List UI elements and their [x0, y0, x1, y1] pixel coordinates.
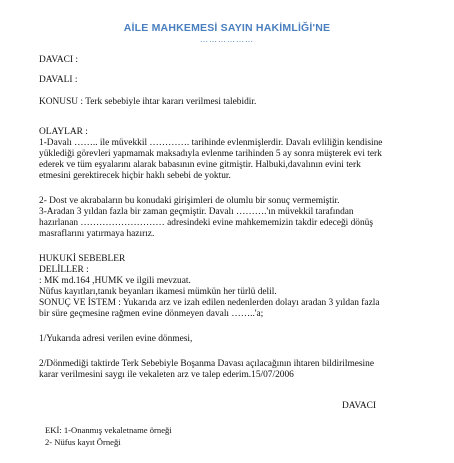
konusu-line: KONUSU : Terk sebebiyle ihtar kararı verilmesi talebidir. — [39, 97, 257, 107]
olaylar-p3-line: 3-Aradan 3 yıldan fazla bir zaman geçmiştir. Davalı ……….'ın müvekkil tarafından — [39, 207, 354, 217]
olaylar-p3-line: masraflarını yatırmaya hazırız. — [39, 229, 155, 239]
olaylar-p1-line: 1-Davalı …….. ile müvekkil …………. tarihinde evlenmişlerdir. Davalı evliliğin kendisine — [39, 138, 383, 148]
sonuc-istem-line: bir süre geçmesine rağmen evine dönmeyen davalı ……..'a; — [39, 309, 264, 319]
olaylar-p2: 2- Dost ve akrabaların bu konudaki girişimleri de olumlu bir sonuç vermemiştir. — [39, 196, 340, 206]
document-title: AİLE MAHKEMESİ SAYIN HAKİMLİĞİ'NE — [123, 22, 331, 34]
davaci-label: DAVACI : — [39, 55, 78, 65]
deliller-line: Nüfus kayıtları,tanık beyanları ikamesi mümkün her türlü delil. — [39, 287, 277, 297]
request-1: 1/Yukarıda adresi verilen evine dönmesi, — [39, 334, 193, 344]
sonuc-istem-line: SONUÇ VE İSTEM : Yukarıda arz ve izah edilen nedenlerden dolayı aradan 3 yıldan fazla — [39, 298, 380, 308]
ekler-line: 2- Nüfus kayıt Örneği — [45, 437, 121, 447]
olaylar-heading: OLAYLAR : — [39, 127, 88, 137]
olaylar-p1-line: etmesini gerektirecek hiçbir haklı sebebi de yoktur. — [39, 171, 231, 181]
ekler-line: EKİ: 1-Onanmış vekaletname örneği — [45, 425, 172, 435]
request-2-line: karar verilmesini saygı ile vekaleten arz ve talep ederim.15/07/2006 — [39, 370, 294, 380]
deliller-line: : MK md.164 ,HUMK ve ilgili mevzuat. — [39, 276, 191, 286]
deliller-heading: DELİLLER : — [39, 265, 89, 275]
title-underline-dots: ……………… — [200, 35, 254, 44]
olaylar-p1-line: yüklediği görevleri yapmamak maksadıyla evlenme tarihinden 5 ay sonra müşterek evi terk — [39, 149, 382, 159]
davali-label: DAVALI : — [39, 75, 78, 85]
hukuki-sebebler-heading: HUKUKİ SEBEBLER — [39, 254, 126, 264]
request-2-line: 2/Dönmediği taktirde Terk Sebebiyle Boşanma Davası açılacağının ihtaren bildirilmesine — [39, 359, 375, 369]
signature-davaci: DAVACI — [342, 401, 377, 411]
olaylar-p1-line: ederek ve tüm eşyalarını alarak babasının evine gitmiştir. Halbuki,davalının evini terk — [39, 160, 361, 170]
olaylar-p3-line: hazırlanan ……………………… adresindeki evine mahkememizin takdir edeceği dönüş — [39, 218, 374, 228]
